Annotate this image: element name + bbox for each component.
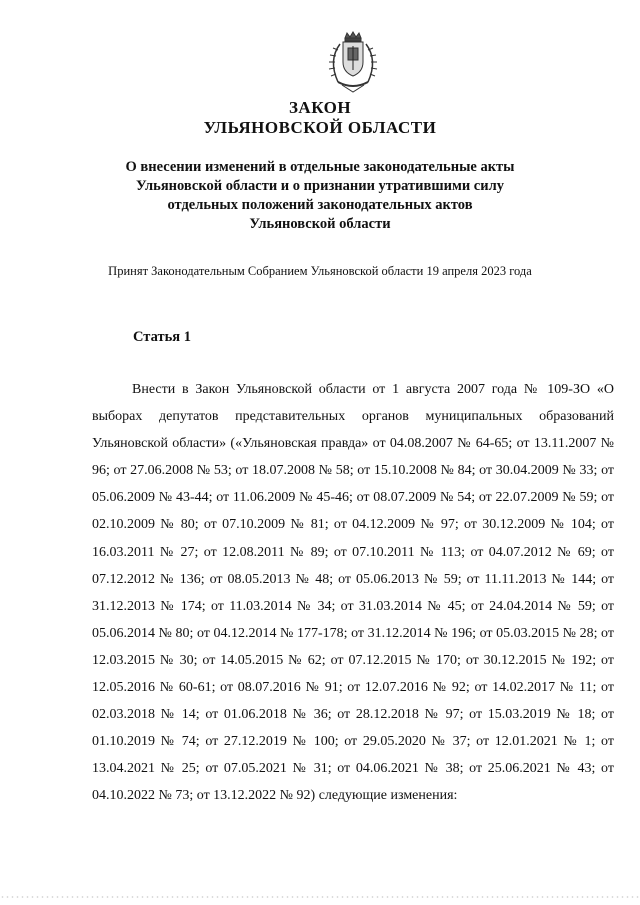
region-heading: УЛЬЯНОВСКОЙ ОБЛАСТИ [203, 118, 437, 137]
subtitle-line: отдельных положений законодательных актов [167, 197, 473, 213]
subtitle-line: Ульяновской области и о признании утратившими силу [136, 178, 504, 194]
coat-of-arms-icon [318, 30, 388, 94]
article-heading: Статья 1 [133, 329, 191, 345]
scan-noise-dots [0, 893, 640, 901]
law-subtitle [60, 158, 580, 234]
article-body [92, 376, 614, 810]
adoption-note: Принят Законодательным Собранием Ульяновской области 19 апреля 2023 года [108, 264, 532, 278]
subtitle-line: О внесении изменений в отдельные законодательные акты [125, 159, 515, 175]
law-heading: ЗАКОН [288, 98, 352, 117]
subtitle-line: Ульяновской области [249, 216, 391, 232]
article-paragraph: Внести в Закон Ульяновской области от 1 августа 2007 года № 109-ЗО «О выборах депутатов представительных органов муниципальных образований Ульяновской области» («Ульяновская правда» от 04.08.2007 № 64-65; от 13.11.2007 № 96; от 27.06.2008 № 53; от 18.07.2008 № 58; от 15.10.2008 № 84; от 30.04.2009 № 33; от 05.06.2009 № 43-44; от 11.06.2009 № 45-46; от 08.07.2009 № 54; от 22.07.2009 № 59; от 02.10.2009 № 80; от 07.10.2009 № 81; от 04.12.2009 № 97; от 30.12.2009 № 104; от 16.03.2011 № 27; от 12.08.2011 № 89; от 07.10.2011 № 113; от 04.07.2012 № 69; от 07.12.2012 № 136; от 08.05.2013 № 48; от 05.06.2013 № 59; от 11.11.2013 № 144; от 31.12.2013 № 174; от 11.03.2014 № 34; от 31.03.2014 № 45; от 24.04.2014 № 59; от 05.06.2014 № 80; от 04.12.2014 № 177-178; от 31.12.2014 № 196; от 05.03.2015 № 28; от 12.03.2015 № 30; от 14.05.2015 № 62; от 07.12.2015 № 170; от 30.12.2015 № 192; от 12.05.2016 № 60-61; от 08.07.2016 № 91; от 12.07.2016 № 92; от 14.02.2017 № 11; от 02.03.2018 № 14; от 01.06.2018 № 36; от 28.12.2018 № 97; от 15.03.2019 № 18; от 01.10.2019 № 74; от 27.12.2019 № 100; от 29.05.2020 № 37; от 12.01.2021 № 1; от 13.04.2021 № 25; от 07.05.2021 № 31; от 04.06.2021 № 38; от 25.06.2021 № 43; от 04.10.2022 № 73; от 13.12.2022 № 92) следующие изменения: [92, 382, 614, 804]
